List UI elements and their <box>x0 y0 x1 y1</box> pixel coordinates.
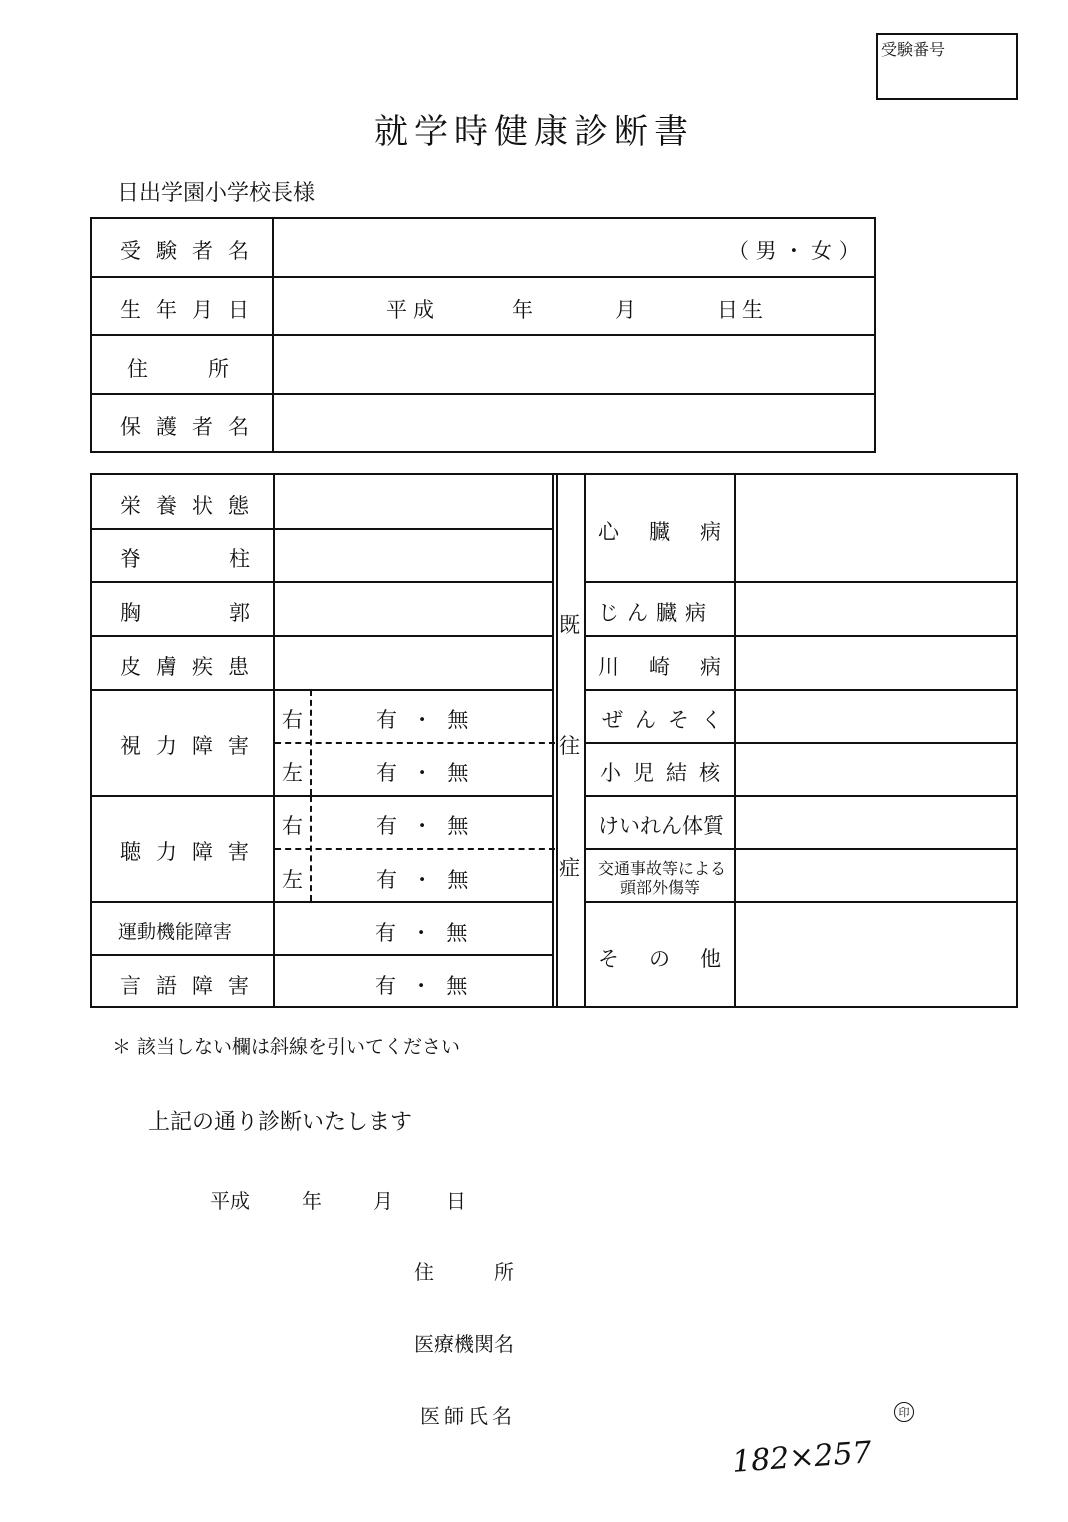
exam-number-box[interactable] <box>876 33 1018 100</box>
vision-right-label: 右 <box>282 708 303 732</box>
hearing-right-label: 右 <box>282 814 303 838</box>
hearing-left-presence[interactable]: 有 ・ 無 <box>376 868 473 892</box>
address-label: 住所 <box>127 357 289 381</box>
kidney-field[interactable] <box>738 584 1014 633</box>
sign-day: 日 <box>446 1189 466 1213</box>
history-vertical-3: 症 <box>559 856 580 880</box>
history-vertical-2: 往 <box>559 734 580 758</box>
institution-label: 医療機関名 <box>414 1332 514 1356</box>
kawasaki-field[interactable] <box>738 638 1014 687</box>
other-field[interactable] <box>738 904 1014 1006</box>
motor-presence[interactable]: 有 ・ 無 <box>375 921 472 945</box>
gender-options[interactable]: （ 男 ・ 女 ） <box>728 239 860 263</box>
birthdate-day: 日生 <box>717 298 767 322</box>
motor-label: 運動機能障害 <box>118 921 233 943</box>
guardian-label: 保護者名 <box>120 415 264 439</box>
addressee: 日出学園小学校長様 <box>117 181 316 206</box>
institution-field[interactable] <box>540 1322 940 1358</box>
spine-label: 脊柱 <box>120 547 338 571</box>
exam-number-label: 受験番号 <box>881 40 946 59</box>
sign-address-field[interactable] <box>540 1250 940 1286</box>
statement: 上記の通り診断いたします <box>148 1110 413 1135</box>
other-label: その他 <box>598 947 751 971</box>
doctor-name-field[interactable] <box>540 1394 880 1430</box>
hearing-left-label: 左 <box>282 868 303 892</box>
asthma-label: ぜんそく <box>602 708 734 732</box>
tb-field[interactable] <box>738 745 1014 793</box>
guardian-field[interactable] <box>276 396 872 450</box>
seal-mark <box>894 1402 914 1422</box>
address-field[interactable] <box>276 337 872 391</box>
vision-left-presence[interactable]: 有 ・ 無 <box>376 761 473 785</box>
examinee-label: 受験者名 <box>120 239 264 263</box>
birthdate-era: 平成 <box>386 298 440 322</box>
seal-label: 印 <box>898 1405 910 1419</box>
heart-label: 心臓病 <box>598 520 751 544</box>
kawasaki-label: 川崎病 <box>598 655 751 679</box>
footnote: ＊ 該当しない欄は斜線を引いてください <box>112 1036 461 1058</box>
birthdate-label: 生年月日 <box>120 298 264 322</box>
page-title: 就学時健康診断書 <box>374 112 694 152</box>
hearing-right-presence[interactable]: 有 ・ 無 <box>376 814 473 838</box>
examinee-name-field[interactable] <box>276 220 716 274</box>
doctor-label: 医師氏名 <box>420 1404 516 1428</box>
asthma-field[interactable] <box>738 692 1014 740</box>
birthdate-year: 年 <box>512 298 533 322</box>
nutrition-label: 栄養状態 <box>120 494 264 518</box>
vision-right-presence[interactable]: 有 ・ 無 <box>376 708 473 732</box>
handwritten-note: 182×257 <box>730 1435 873 1480</box>
chest-label: 胸郭 <box>120 601 338 625</box>
injury-field[interactable] <box>738 851 1014 899</box>
heart-field[interactable] <box>738 476 1014 579</box>
skin-label: 皮膚疾患 <box>120 655 264 679</box>
sign-address-label: 住所 <box>414 1260 574 1284</box>
birthdate-month: 月 <box>615 298 636 322</box>
sign-month: 月 <box>373 1189 393 1213</box>
speech-presence[interactable]: 有 ・ 無 <box>375 974 472 998</box>
injury-label-line2: 頭部外傷等 <box>620 878 701 897</box>
tb-label: 小児結核 <box>600 761 732 785</box>
convulsion-label: けいれん体質 <box>598 814 724 838</box>
history-vertical-1: 既 <box>559 613 580 637</box>
speech-label: 言語障害 <box>120 974 264 998</box>
convulsion-field[interactable] <box>738 798 1014 846</box>
kidney-label: じん臓病 <box>598 601 714 625</box>
sign-year: 年 <box>302 1189 322 1213</box>
hearing-label: 聴力障害 <box>120 840 264 864</box>
vision-left-label: 左 <box>282 761 303 785</box>
injury-label-line1: 交通事故等による <box>598 859 727 878</box>
vision-label: 視力障害 <box>120 734 264 758</box>
sign-era: 平成 <box>210 1189 250 1213</box>
